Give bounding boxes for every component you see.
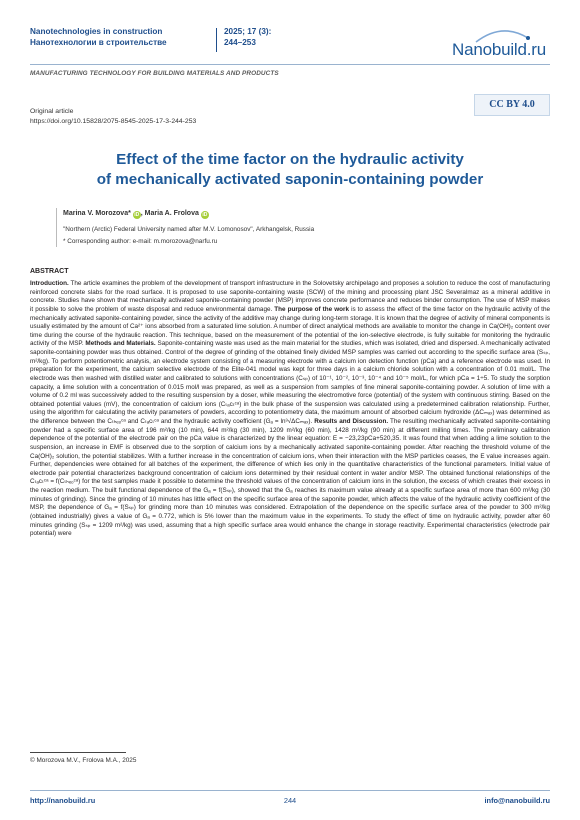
abstract-label-methods: Methods and Materials.	[85, 340, 156, 348]
logo-text: Nanobuild.ru	[452, 40, 546, 59]
footer-website-link[interactable]: http://nanobuild.ru	[30, 796, 96, 805]
abstract-label-intro: Introduction.	[30, 280, 69, 287]
copyright-note: © Morozova M.V., Frolova M.A., 2025	[30, 757, 137, 764]
author-1: Marina V. Morozova*	[63, 210, 131, 217]
abstract-label-results: Results and Discussion.	[314, 418, 389, 425]
abstract-label-purpose: The purpose of the work	[274, 305, 350, 313]
journal-name-ru: Нанотехнологии в строительстве	[30, 38, 167, 47]
nanobuild-logo[interactable]	[416, 28, 546, 59]
footer-email-link[interactable]: info@nanobuild.ru	[484, 796, 550, 805]
orcid-icon[interactable]: iD	[134, 212, 140, 218]
abstract-results: The resulting mechanically activated saponite-containing powder had a specific surface area of 196 m²/kg (10 min), 644 m²/kg (30 min), 1209 m²/kg (60 min), 1428 m²/kg (90 min) at different milling times. The preliminary calibration dependence of the potential of the electrode pair on the pCa value is characterized by the linear equation: E = −23,23pCa+520,35. It was found that when adding a lime solution to the suspension, an increase in EMF is observed due to the sorption of calcium ions by a mechanically activated saponite-containing powder. After reaching the threshold volume of the Ca(OH)₂ solution, the potential stabilizes. With a further increase in the concentration of calcium ions, when their interaction with the MSP particles ceases, the E value increases again. Further, dependencies were obtained for all batches of the experiment, the difference of which lies only in the quantitative characteristics of the functional parameters. Initial value of electrode pair potential characterizes background concentration of calcium ions determined by their residual content in water and/or MSP. The obtained functional relationships of the Cₜₐcₜᶜᵃ = f(Cₜₕₑₒᶜᵃ) for the test samples made it possible to determine the threshold values of the concentration of calcium ions in the solution, the excess of which creates their excess in the reaction medium. The built functional dependence of the Gₐ = f(Sₛₚ), showed that the Gₐ reaches its maximum value already at a specific surface area of more than 600 m²/kg (30 minutes of grinding). Since the grinding of 10 minutes has little effect on the specific surface area of the saponite powder, which affects the value of the hydraulic activity coefficient of the MSP, the dependence of Gₐ = f(Sₛₚ) for grinding more than 10 minutes was considered. Extrapolation of the dependence on the specific surface area of the powder to 300 m²/kg (obtained industrially) gives a value of Gₐ = 0.772, which is 5% lower than the maximum value in the experiments. To study the effect of time on hydraulic activity, powder after 60 minutes grinding (Sₛₚ = 1209 m²/kg) was used, assuming that a high specific surface area would enhance the change in storage reactivity. Experimental characteristics (electrode pair potential) were	[30, 418, 551, 538]
doi-link[interactable]: https://doi.org/10.15828/2075-8545-2025-17-3-244-253	[30, 118, 197, 125]
abstract-heading: ABSTRACT	[30, 268, 69, 275]
abstract-methods: Saponite-containing waste was used as the main material for the studies, which was isolated, dried and dispersed. A mechanically activated saponite-containing powder was thus obtained. Control of the degree of grinding of the obtained finely divided MSP samples was carried out according to the specific surface area (Sₛₚ, m²/kg). To perform potentiometric analysis, an electrode system consisting of a measuring electrode with a calcium ion detection function (pCa) and a reference electrode was used. In preparation for the experiment, the calcium selective electrode of the Elite-041 model was kept for three days in a calcium chloride solution with a concentration of 0.01 mol/L. The electrode was then washed with distilled water and calibrated to solutions with concentrations (Cₛₚ) of 10⁻¹, 10⁻², 10⁻³, 10⁻⁴ and 10⁻⁵ mol/L, for which pCa = 1÷5. To study the sorption capacity, a lime solution with a concentration of 0.015 mol/l was prepared, as well as a suspension from samples of fine mineral saponite-containing powder. A solution of lime with a volume of 0.2 ml was successively added to the resulting suspension by a doser, while measuring the electromotive force (potential) of the system with continuous stirring. Based on the obtained potential values (mV), the concentration of calcium ions (Cₜₐcₜᶜᵃ) in the bulk phase of the suspension was calculated using a predetermined calibration relationship. Further, using the algorithm for calculating the activity parameters of powders, according to potentiometry data, the maximum amount of absorbed calcium hydroxide (ΔCₘₐₓ) was determined as the difference between the Cₜₕₑₒᶜᵃ and Cₜₐcₜᶜᵃ and the hydraulic activity coefficient (Gₐ = ln³√ΔCₘₐₓ).	[30, 340, 550, 425]
issue-info	[224, 26, 271, 48]
journal-name	[30, 26, 167, 48]
affiliation: "Northern (Arctic) Federal University named after M.V. Lomonosov", Arkhangelsk, Russia	[63, 226, 315, 233]
section-label: MANUFACTURING TECHNOLOGY FOR BUILDING MATERIALS AND PRODUCTS	[30, 70, 279, 77]
author-separator: ,	[140, 210, 145, 217]
author-block	[56, 208, 516, 247]
header-rule	[30, 64, 550, 65]
issue-volume: 2025; 17 (3):	[224, 27, 272, 36]
journal-name-en: Nanotechnologies in construction	[30, 27, 163, 36]
title-line-1: Effect of the time factor on the hydraulic activity	[116, 151, 464, 168]
corresponding-author: * Corresponding author: e-mail: m.morozova@narfu.ru	[63, 238, 218, 245]
abstract-body	[30, 280, 550, 539]
journal-header	[30, 26, 550, 66]
footer-rule	[30, 790, 550, 791]
license-badge[interactable]: CC BY 4.0	[474, 94, 550, 116]
author-list	[63, 208, 516, 219]
abstract-intro: The article examines the problem of the development of transport infrastructure in the Solovetsky archipelago and proposes a solution to reduce the cost of manufacturing reinforced concrete slabs for the road surface. It is proposed to use saponite-containing waste (SCW) of the mining and processing plant JSC Severalmaz as a mineral additive in concrete. Studies have shown that mechanically activated saponite-containing powder (MSP) improves concrete performance and reduces binder consumption. The use of MSP makes it possible to solve the problem of waste disposal and reduce environmental damage.	[30, 280, 550, 313]
header-divider	[216, 28, 217, 52]
issue-pages: 244–253	[224, 38, 256, 47]
author-2: Maria A. Frolova	[144, 210, 199, 217]
article-title	[40, 150, 540, 190]
orcid-icon[interactable]: iD	[202, 212, 208, 218]
article-type: Original article	[30, 108, 74, 115]
page-number: 244	[283, 796, 297, 805]
footnote-rule	[30, 752, 126, 753]
abstract-purpose: is to assess the effect of the time factor on the hydraulic activity of the mechanically activated saponite-containing powder, since the activity of the additive may change during long-term storage. It is known that the degree of activity of mineral components is usually estimated by the amount of Ca²⁺ ions absorbed from a saturated lime solution. A number of direct analytical methods are available to monitor the change in Ca(OH)₂ content over time during the course of the hydraulic reaction. This technique, based on the measurement of the potential of the ion-selective electrode, is fully suitable for monitoring the hydraulic activity of the MSP.	[30, 305, 550, 348]
title-line-2: of mechanically activated saponin-containing powder	[96, 171, 484, 188]
